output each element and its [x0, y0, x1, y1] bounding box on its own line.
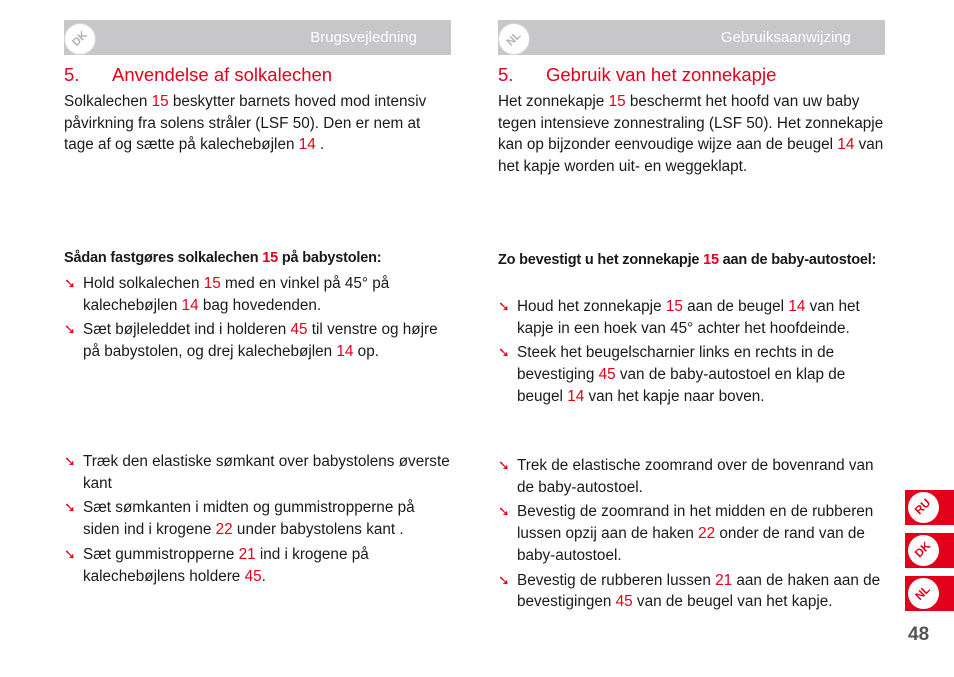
- text-run: van de baby-autostoel en klap de beugel: [517, 366, 846, 405]
- item-number-reference: 45: [598, 366, 616, 384]
- right-header-bar: [498, 20, 885, 55]
- language-badge-nl: NL: [498, 23, 530, 55]
- text-run: beskytter barnets hoved mod intensiv påvirkning fra solens stråler (LSF 50). Den er nem at tage af og sætte på kalechebøjlen: [64, 93, 427, 154]
- right-subheading: [498, 250, 885, 272]
- text-run: Sæt bøjleleddet ind i holderen: [83, 321, 291, 339]
- item-number-reference: 14: [181, 296, 199, 314]
- right-steps-group-1: [498, 296, 885, 411]
- text-run: ind i krogene på kalechebøjlens holdere: [83, 545, 369, 585]
- left-step-item: [64, 497, 452, 540]
- text-run: Bevestig de zoomrand in het midden en de rubberen lussen opzij aan de haken: [517, 503, 874, 543]
- right-step-item: [498, 570, 885, 613]
- left-steps-group-1: [64, 273, 439, 366]
- text-run: op.: [353, 343, 379, 361]
- text-run: Steek het beugelscharnier links en rechts in de bevestiging: [517, 344, 835, 384]
- left-section-heading: [64, 64, 332, 86]
- right-section-number: 5.: [498, 64, 514, 85]
- item-number-reference: 45: [244, 567, 262, 585]
- item-number-reference: 14: [567, 387, 585, 405]
- item-number-reference: 14: [336, 343, 354, 361]
- item-number-reference: 45: [615, 593, 633, 611]
- side-tab-dk[interactable]: [905, 533, 954, 568]
- step-arrow-icon: ➘: [64, 499, 76, 516]
- text-run: Zo bevestigt u het zonnekapje: [498, 252, 704, 268]
- step-arrow-icon: ➘: [498, 571, 510, 588]
- left-step-item: [64, 319, 439, 362]
- text-run: Hold solkalechen: [83, 275, 204, 292]
- step-arrow-icon: ➘: [64, 275, 76, 291]
- right-intro-paragraph: [498, 91, 885, 178]
- step-arrow-icon: ➘: [64, 545, 76, 562]
- side-tab-dk-circle: DK: [908, 535, 939, 566]
- text-run: .: [261, 567, 266, 585]
- text-run: van het kapje worden uit- en weggeklapt.: [498, 136, 884, 176]
- item-number-reference: 21: [715, 571, 733, 589]
- item-number-reference: 14: [298, 136, 316, 154]
- left-header-bar: [64, 20, 451, 55]
- text-run: med en vinkel på 45° på kalechebøjlen: [83, 275, 390, 314]
- right-header-title: Gebruiksaanwijzing: [720, 29, 851, 46]
- text-run: Sæt gummistropperne: [83, 545, 239, 563]
- step-arrow-icon: ➘: [498, 344, 510, 361]
- text-run: Solkalechen: [64, 93, 152, 110]
- left-steps-group-2: [64, 451, 452, 590]
- left-section-number: 5.: [64, 64, 80, 85]
- text-run: til venstre og højre på babystolen, og drej kalechebøjlen: [83, 321, 438, 361]
- side-tab-ru-circle: RU: [908, 492, 939, 523]
- step-arrow-icon: ➘: [64, 453, 76, 469]
- right-section-title: Gebruik van het zonnekapje: [546, 64, 777, 85]
- step-arrow-icon: ➘: [498, 298, 510, 314]
- text-run: aan de beugel: [682, 298, 789, 315]
- item-number-reference: 21: [238, 545, 256, 563]
- text-run: Trek de elastische zoomrand over de bovenrand van de baby-autostoel.: [517, 457, 874, 496]
- right-steps-group-2: [498, 455, 885, 616]
- item-number-reference: 15: [151, 93, 169, 110]
- text-run: Sæt sømkanten i midten og gummistropperne på siden ind i krogene: [83, 499, 415, 539]
- item-number-reference: 15: [262, 250, 279, 266]
- text-run: beschermt het hoofd van uw baby tegen intensieve zonnestraling (LSF 50). Het zonnekapje kan op bijzonder eenvoudige wijze aan de beugel: [498, 93, 884, 154]
- text-run: aan de baby-autostoel:: [718, 252, 877, 268]
- left-step-item: [64, 544, 452, 587]
- item-number-reference: 14: [788, 298, 806, 315]
- right-section-heading: [498, 64, 776, 86]
- left-section-title: Anvendelse af solkalechen: [112, 64, 333, 85]
- page-number: 48: [908, 624, 930, 645]
- item-number-reference: 15: [703, 252, 719, 268]
- left-subheading: [64, 248, 451, 270]
- text-run: onder de rand van de baby-autostoel.: [517, 525, 865, 564]
- text-run: van het kapje in een hoek van 45° achter het hoofdeinde.: [517, 298, 860, 337]
- item-number-reference: 45: [290, 321, 308, 339]
- step-arrow-icon: ➘: [64, 321, 76, 338]
- right-step-item: [498, 455, 885, 498]
- right-step-item: [498, 501, 885, 566]
- text-run: van de beugel van het kapje.: [632, 593, 833, 611]
- item-number-reference: 15: [608, 93, 626, 110]
- left-step-item: [64, 451, 452, 494]
- right-step-item: [498, 342, 885, 407]
- item-number-reference: 14: [837, 136, 855, 154]
- text-run: Houd het zonnekapje: [517, 298, 666, 315]
- text-run: Het zonnekapje: [498, 93, 609, 110]
- text-run: Bevestig de rubberen lussen: [517, 571, 716, 589]
- side-tab-nl[interactable]: [905, 576, 954, 611]
- text-run: .: [315, 136, 325, 154]
- text-run: van het kapje naar boven.: [584, 387, 765, 405]
- right-step-item: [498, 296, 885, 339]
- language-badge-dk: DK: [64, 23, 96, 55]
- left-step-item: [64, 273, 439, 316]
- text-run: Sådan fastgøres solkalechen: [64, 250, 263, 266]
- side-tab-ru[interactable]: [905, 490, 954, 525]
- item-number-reference: 15: [665, 298, 683, 315]
- text-run: aan de haken aan de bevestigingen: [517, 571, 881, 611]
- text-run: på babystolen:: [278, 250, 382, 266]
- left-intro-paragraph: [64, 91, 451, 156]
- side-tab-nl-circle: NL: [908, 578, 939, 609]
- step-arrow-icon: ➘: [498, 503, 510, 520]
- item-number-reference: 22: [698, 525, 716, 543]
- item-number-reference: 22: [215, 521, 233, 539]
- text-run: under babystolens kant .: [232, 521, 404, 539]
- text-run: Træk den elastiske sømkant over babystolens øverste kant: [83, 453, 450, 492]
- left-header-title: Brugsvejledning: [310, 29, 417, 46]
- item-number-reference: 15: [203, 275, 221, 292]
- step-arrow-icon: ➘: [498, 457, 510, 473]
- text-run: bag hovedenden.: [198, 296, 322, 314]
